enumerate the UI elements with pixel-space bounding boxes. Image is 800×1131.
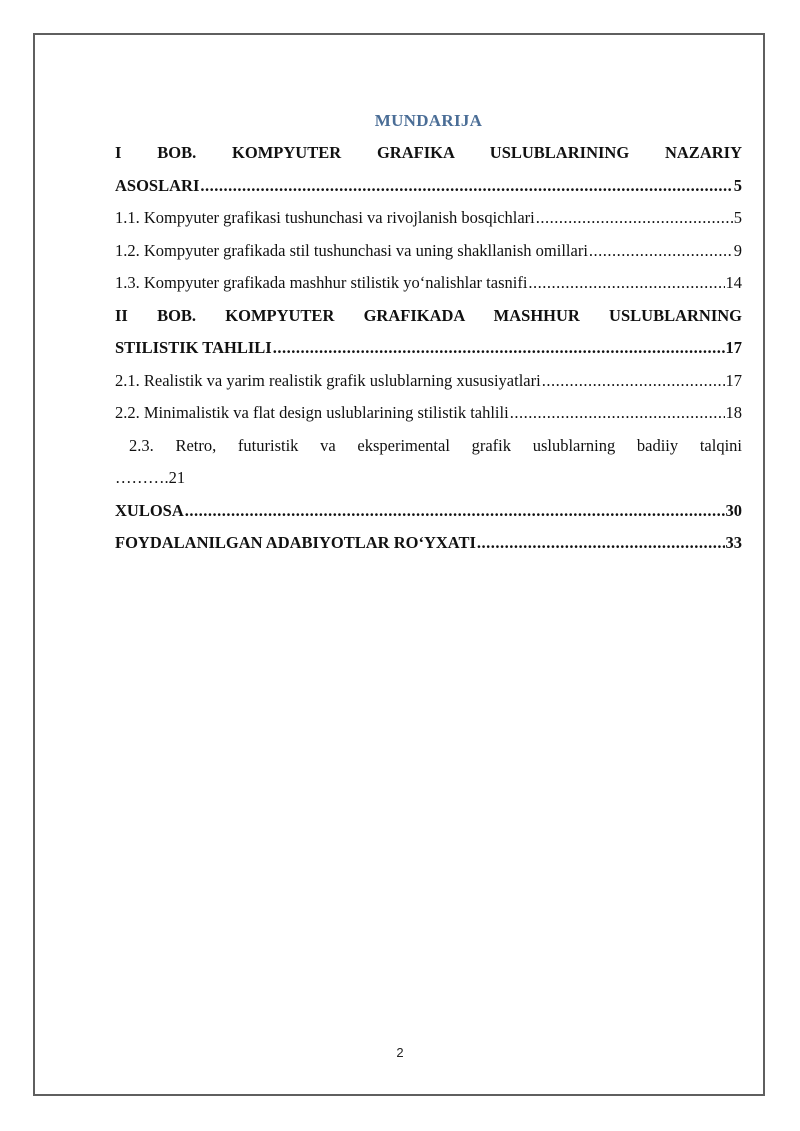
page-number: 2 bbox=[396, 1045, 404, 1060]
toc-entry-label: STILISTIK TAHLILI bbox=[115, 338, 272, 357]
toc-entry-1-3[interactable] bbox=[115, 267, 742, 300]
toc-entry-chapter-1[interactable] bbox=[115, 170, 742, 203]
toc-entry-page: 33 bbox=[725, 533, 742, 552]
dot-leader bbox=[542, 365, 725, 398]
dot-leader bbox=[273, 332, 725, 365]
toc-entry-1-1[interactable] bbox=[115, 202, 742, 235]
dot-leader bbox=[536, 202, 733, 235]
dot-leader bbox=[589, 235, 733, 268]
toc-entry-1-2[interactable] bbox=[115, 235, 742, 268]
toc-entry-page: 5 bbox=[733, 175, 742, 195]
toc-chapter-1-heading: I BOB. KOMPYUTER GRAFIKA USLUBLARINING NAZARIY bbox=[115, 143, 742, 162]
toc-entry-label: 1.2. Kompyuter grafikada stil tushunchasi va uning shakllanish omillari bbox=[115, 240, 588, 260]
toc-entry-page: 18 bbox=[725, 403, 742, 422]
dot-leader bbox=[528, 267, 724, 300]
toc-entry-page: 17 bbox=[725, 338, 742, 357]
toc-chapter-2-heading: II BOB. KOMPYUTER GRAFIKADA MASHHUR USLUBLARNING bbox=[115, 305, 742, 325]
table-of-contents bbox=[115, 108, 742, 560]
toc-entry-page: 30 bbox=[725, 500, 742, 520]
toc-entry-references[interactable] bbox=[115, 527, 742, 560]
toc-title: MUNDARIJA bbox=[374, 111, 483, 130]
toc-entry-2-3[interactable]: 2.3. Retro, futuristik va eksperimental grafik uslublarning badiiy talqini bbox=[129, 435, 742, 455]
toc-entry-label: 1.1. Kompyuter grafikasi tushunchasi va rivojlanish bosqichlari bbox=[115, 208, 535, 227]
toc-entry-chapter-2[interactable] bbox=[115, 332, 742, 365]
toc-entry-2-1[interactable] bbox=[115, 365, 742, 398]
toc-entry-label: ASOSLARI bbox=[115, 175, 200, 195]
toc-entry-label: XULOSA bbox=[115, 500, 184, 520]
toc-entry-label: 1.3. Kompyuter grafikada mashhur stilistik yo‘nalishlar tasnifi bbox=[115, 273, 528, 292]
toc-entry-page: 14 bbox=[725, 273, 742, 292]
toc-entry-2-2[interactable] bbox=[115, 397, 742, 430]
dot-leader bbox=[510, 397, 725, 430]
toc-entry-label: FOYDALANILGAN ADABIYOTLAR RO‘YXATI bbox=[115, 533, 476, 552]
toc-entry-page: 17 bbox=[725, 370, 742, 390]
toc-entry-page: 5 bbox=[733, 208, 742, 227]
dot-leader bbox=[477, 527, 725, 560]
toc-entry-label: 2.2. Minimalistik va flat design uslublarining stilistik tahlili bbox=[115, 403, 509, 422]
dot-leader bbox=[200, 170, 732, 203]
toc-entry-conclusion[interactable] bbox=[115, 495, 742, 528]
toc-entry-2-3-page: ……….21 bbox=[115, 468, 186, 487]
dot-leader bbox=[185, 495, 725, 528]
toc-entry-label: 2.1. Realistik va yarim realistik grafik uslublarning xususiyatlari bbox=[115, 370, 541, 390]
toc-entry-page: 9 bbox=[733, 240, 742, 260]
